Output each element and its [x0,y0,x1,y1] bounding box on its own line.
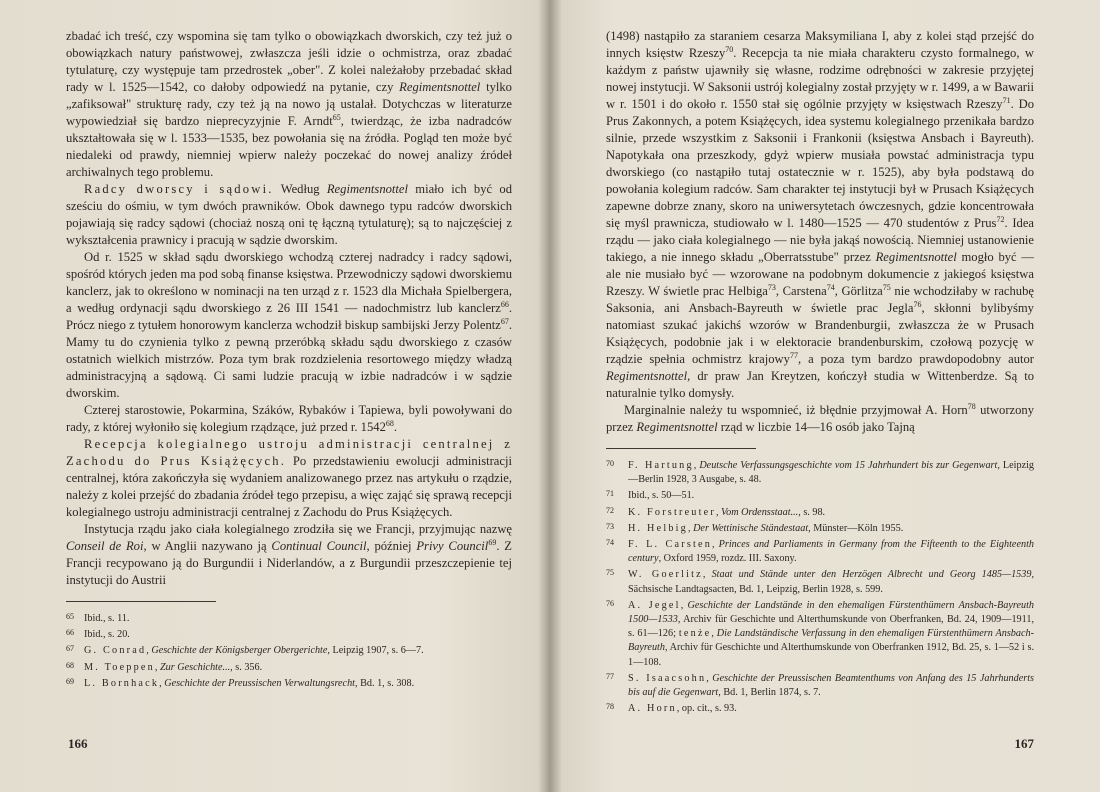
footnote-ref: 72 [996,214,1005,224]
paragraph [66,28,512,181]
text-run: , Carstena [775,284,827,298]
footnote [66,610,512,626]
right-page [548,0,1100,792]
left-page [0,0,548,792]
footnote-number: 71 [606,489,614,499]
footnote-number: 69 [66,676,74,686]
paragraph [66,521,512,589]
text-run: . [393,420,398,434]
footnote [606,700,1034,716]
text-run: (1498) nastąpiło za staraniem cesarza Maksymiliana I, aby z kolei stąd przejść do innych księstw Rzeszy [606,29,1034,60]
footnote-ref: 74 [826,282,835,292]
right-body-text [606,28,1034,436]
paragraph [66,402,512,436]
spaced-heading-text: M. Toeppen [84,661,155,673]
footnote-number: 78 [606,702,614,712]
paragraph [66,249,512,402]
text-run: , skłonni bylibyśmy natomiast szukać jakichś wzorów w Brandenburgii, zwłaszcza że w Prusach Książęcych, podobnie jak i w elektoracie brandenburskim, czołową pozycję w rządzie spełnia ochmistrz krajowy [606,301,1034,366]
italic-text: Regimentsnottel [875,250,957,264]
spaced-heading-text: Radcy dworscy i sądowi. [84,182,274,196]
italic-text: Zur Geschichte... [160,661,231,673]
italic-text: Conseil de Roi [66,539,144,553]
italic-text: Regimentsnottel [399,80,481,94]
text-run: . Recepcja ta nie miała charakteru czysto formalnego, w każdym z państw ujawniły się własne, rodzime odrębności w zakresie przyjętej nowej instytucji. W Saksonii ustrój kolegialny został przyjęty w r. 1499, a w Bawarii w r. 1501 i do około r. 1550 stał się ogólnie przyjęty w księstwach Rzeszy [606,46,1034,111]
spaced-heading-text: A. Horn [628,703,677,715]
footnote-rule [66,601,216,602]
text-run: miało ich być od sześciu do ośmiu, w tym dwóch prawników. Obok dawnego typu radców dworskich pojawiają się radcy sądowi (chociaż noszą oni tę łączną tytulaturę); są to najczęściej z wykształcenia prawnicy i pracują w sądzie dworskim. [66,182,512,247]
footnote [606,504,1034,520]
spaced-heading-text: H. Helbig [628,522,688,534]
text-run: , [702,569,712,581]
spaced-heading-text: G. Conrad [84,645,147,657]
text-run: , Sächsische Landtagsacten, Bd. 1, Leipzig, Berlin 1928, s. 599. [628,569,1034,595]
footnote [66,675,512,691]
footnote-number: 70 [606,459,614,468]
right-footnotes [606,457,1034,716]
text-run: , [693,460,700,471]
text-run: , dr praw Jan Kreytzen, kończył studia w Wittenberdze. Są to naturalnie tylko domysły. [606,369,1034,400]
footnote-ref: 71 [1002,95,1011,105]
footnote [606,566,1034,596]
italic-text: Geschichte der Königsberger Obergerichte [151,645,328,657]
spaced-heading-text: L. Bornhack [84,677,160,689]
text-run: , później [366,539,417,553]
text-run: , [706,672,713,684]
text-run: mogło być — ale nie musiało być — wzorowane na podobnym dokumencie z jakiegoś księstwa Rzeszy. W świetle prac Helbiga [606,250,1034,298]
italic-text: Privy Council [416,539,489,553]
text-run: Po przedstawieniu ewolucji administracji centralnej, która zakończyła się wydaniem analizowanego przez nas artykułu o rządzie, należy z kolei przejść do zbadania źródeł tego przepisu, a więc zająć się sprawą recepcji kolegialnego ustroju administracji centralnej z Zachodu do Prus Książęcych. [66,454,512,519]
footnote [66,659,512,675]
spaced-heading-text: F. Hartung [628,460,694,471]
footnote [66,642,512,658]
footnote-number: 66 [66,628,74,638]
footnote-ref: 65 [332,112,341,122]
italic-text: Regimentsnottel [326,182,408,196]
text-run: , Oxford 1959, rozdz. III. Saxony. [658,553,797,565]
spaced-heading-text: Recepcja kolegialnego ustroju administracji centralnej z Zachodu do Prus Książęcych. [66,437,512,468]
text-run: Ibid., s. 50—51. [628,490,695,502]
text-run: utworzony przez [606,403,1034,434]
text-run: , a poza tym bardzo prawdopodobny autor [797,352,1034,366]
footnote-number: 67 [66,644,74,654]
footnote [606,457,1034,487]
paragraph [66,181,512,249]
footnote-ref: 78 [967,401,976,411]
text-run: Ibid., s. 11. [84,613,130,624]
text-run: nie wchodziłaby w rachubę Saksonia, ani Ansbach-Bayreuth w świetle prac Jegla [606,284,1034,315]
text-run: Według [273,182,327,196]
footnote-rule [606,448,756,449]
text-run: , [687,522,694,534]
text-run: Od r. 1525 w skład sądu dworskiego wchodzą czterej nadradcy i radcy sądowi, spośród których jeden ma pod sobą finanse księstwa. Przewodniczy sądowi dworskiemu kanclerz, jak to określono w nominacji na ten urząd z r. 1523 dla Michała Spielbergera, a według ordynacji sądu dworskiego z 26 III 1541 — nadochmistrz lub kanclerz [66,250,512,315]
italic-text: Die Landständische Verfassung in den ehemaligen Fürstenthümern Ansbach-Bayreuth [628,628,1034,654]
text-run: , [146,645,152,657]
footnote [66,626,512,642]
text-run: , Leipzig 1907, s. 6—7. [327,645,424,657]
text-run: . Mamy tu do czynienia tylko z pewną przeróbką składu sądu dworskiego z czasów ostatnich wielkich mistrzów. Poza tym brak rozdzielenia resortowego między władzą administracyjną a sądową. Ci sami ludzie pracują w izbie nadradców i w sądzie dworskim. [66,318,512,400]
text-run: zbadać ich treść, czy wspomina się tam tylko o obowiązkach dworskich, czy też już o obowiązkach natury państwowej, zwłaszcza jeśli idzie o ochmistrza, oraz zbadać tytulaturę, czy występuje tam przedrostek „ober". Z kolei należałoby przebadać skład rady w l. 1525—1542, co dałoby odpowiedź na pytanie, czy [66,29,512,94]
footnote-ref: 66 [500,299,509,309]
spaced-heading-text: S. Isaacsohn [628,672,707,684]
text-run: , w Anglii nazywano ją [143,539,272,553]
text-run: , [715,506,722,518]
paragraph [66,436,512,521]
text-run: , s. 98. [798,506,826,518]
footnote-number: 75 [606,568,614,578]
footnote-ref: 70 [725,44,734,54]
text-run: tylko „zafiksował" strukturę rady, czy też ją na nowo ją ustalał. Dotychczas w literaturze wypowiedział się bardzo nieprecyzyjnie F. Arndt [66,80,512,128]
italic-text: Geschichte der Preussischen Verwaltungsrecht [164,677,356,689]
italic-text: Regimentsnottel [636,420,718,434]
footnote-number: 74 [606,538,614,548]
paragraph [606,402,1034,436]
footnote-ref: 69 [488,537,497,547]
text-run: , [159,677,165,689]
footnote [606,670,1034,700]
italic-text: Geschichte der Landstände in den ehemaligen Fürstenthümern Ansbach-Bayreuth 1500—1533 [628,599,1035,626]
text-run: , Görlitza [834,284,883,298]
footnote-ref: 75 [882,282,891,292]
text-run: , Münster—Köln 1955. [808,522,904,534]
text-run: . Do Prus Zakonnych, a potem Książęcych, idea systemu kolegialnego przenikała bardzo silnie, przede wszystkim z Saksonii i Frankonii (księstwa Ansbach i Bayreuth). Napotykała ona przeszkody, gdyż wpierw musiała powstać administracja typu dworskiego (co nastąpiło tutaj ostatecznie w r. 1525), aby była podstawą do powołania kolegium radców. Sam charakter tej instytucji był w Prusach Książęcych zapewne dobrze znany, skoro na uniwersytetach ówczesnych, gdzie koncentrowała się myśl prawnicza, studiowało w l. 1480—1525 — 470 studentów z Prus [606,97,1034,230]
spaced-heading-text: K. Forstreuter [628,506,716,518]
text-run: , [712,539,719,551]
italic-text: Regimentsnottel [606,369,688,383]
text-run: , [154,661,160,673]
text-run: , [711,628,717,640]
footnote [606,487,1034,503]
footnote-number: 68 [66,660,74,670]
text-run: rząd w liczbie 14—16 osób jako Tajną [717,420,915,434]
footnote [606,520,1034,536]
text-run: , Bd. 1, Berlin 1874, s. 7. [718,687,821,699]
footnote-ref: 76 [913,299,922,309]
footnote-ref: 68 [385,418,394,428]
text-run: , s. 356. [230,661,263,673]
page-number: 167 [1014,736,1034,751]
text-run: Ibid., s. 20. [84,629,130,641]
italic-text: Staat und Stände unter den Herzögen Albrecht und Georg 1485—1539 [711,569,1032,581]
spaced-heading-text: A. Jegel [628,599,681,611]
italic-text: Der Wettinische Ständestaat [693,522,809,534]
footnote [606,536,1034,566]
text-run: , op. cit., s. 93. [676,703,737,715]
text-run: , Archiv für Geschichte und Alterthumskunde von Oberfranken 1912, Bd. 25, s. 1—52 i s. 1—108. [628,642,1034,668]
text-run: , Bd. 1, s. 308. [355,677,415,689]
footnote-number: 65 [66,612,74,621]
italic-text: Vom Ordensstaat... [721,506,799,518]
footnote-number: 76 [606,598,614,608]
text-run: Czterej starostowie, Pokarmina, Száków, Rybaków i Tapiewa, byli powoływani do rady, z której wyłoniło się kolegium rządzące, już przed r. 1542 [66,403,512,434]
text-run: Instytucja rządu jako ciała kolegialnego zrodziła się we Francji, przyjmując nazwę [84,522,512,536]
text-run: , Archiv für Geschichte und Alterthumskunde von Oberfranken, Bd. 24, 1909—1911, s. 61—126; [628,614,1034,640]
footnote-ref: 67 [500,316,509,326]
italic-text: Deutsche Verfassungsgeschichte vom 15 Jahrhundert bis zur Gegenwart [699,460,998,471]
left-body-text [66,28,512,589]
text-run: , Leipzig—Berlin 1928, 3 Ausgabe, s. 48. [628,460,1035,486]
text-run: . Prócz niego z tytułem honorowym kanclerza wchodził biskup sambijski Jerzy Polentz [66,301,512,332]
footnote-number: 77 [606,671,614,681]
footnote-ref: 73 [767,282,776,292]
italic-text: Princes and Parliaments in Germany from the Fifteenth to the Eighteenth century [628,539,1034,565]
text-run: . Idea rządu — jako ciała kolegialnego — nie była jakąś nowością. Niemniej ustanowienie takiego, a nie innego składu „Oberratsstube" przez [606,216,1035,264]
paragraph [606,28,1034,402]
italic-text: Geschichte der Preussischen Beamtenthums von Anfang des 15 Jahrhunderts bis auf die Gegenwart [628,672,1035,699]
page-number: 166 [68,736,88,751]
text-run: , twierdząc, że izba nadradców ukształtowała się w l. 1533—1535, bez powołania się na źródła. Pogląd ten może być niedaleki od prawdy, niemniej wpierw należy poczekać do nowej analizy źródeł archiwalnych tego problemu. [66,114,512,179]
left-footnotes [66,610,512,691]
spaced-heading-text: F. L. Carsten [628,539,713,551]
italic-text: Continual Council [271,539,367,553]
footnote-number: 73 [606,521,614,531]
footnote-number: 72 [606,505,614,515]
text-run: . Z Francji recypowano ją do Burgundii i Niderlandów, a z Burgundii przeszczepienie tej instytucji do Austrii [66,539,512,587]
spaced-heading-text: W. Goerlitz [628,569,703,581]
footnote [606,597,1034,670]
footnote-ref: 77 [789,350,798,360]
text-run: , [680,599,688,611]
spaced-heading-text: tenże [678,628,712,640]
text-run: Marginalnie należy tu wspomnieć, iż błędnie przyjmował A. Horn [624,403,968,417]
